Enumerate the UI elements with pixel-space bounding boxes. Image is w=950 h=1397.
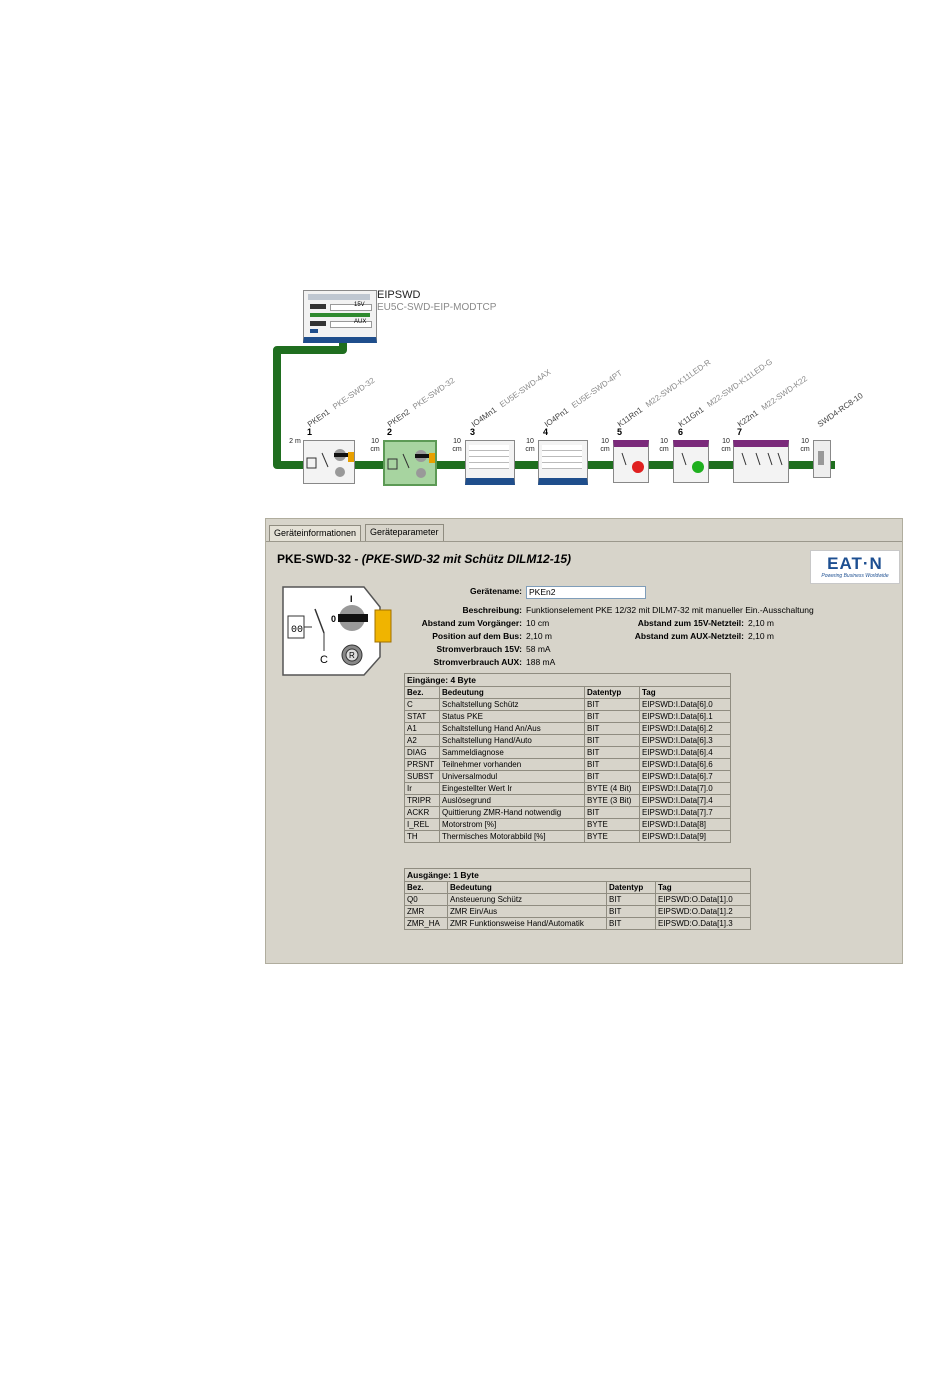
- description-value: Funktionselement PKE 12/32 mit DILM7-32 mit manueller Ein.-Ausschaltung: [526, 605, 814, 615]
- device-name-input[interactable]: [526, 586, 646, 599]
- device-label: PKEn2PKE-SWD-32: [385, 375, 457, 429]
- pke-symbol-icon: [304, 441, 354, 483]
- table-row[interactable]: [405, 699, 731, 711]
- distance-label: 10 cm: [800, 438, 810, 453]
- distance-15v-label: Abstand zum 15V-Netzteil:: [637, 618, 744, 628]
- tab-device-parameters[interactable]: Geräteparameter: [365, 524, 444, 541]
- table-cell: Ansteuerung Schütz: [448, 894, 607, 906]
- tab-divider: [266, 541, 902, 542]
- table-cell: STAT: [405, 711, 440, 723]
- table-cell: Universalmodul: [440, 771, 585, 783]
- inputs-table: [404, 673, 731, 843]
- distance-aux-label: Abstand zum AUX-Netzteil:: [634, 631, 744, 641]
- io-channels: [469, 445, 509, 469]
- distance-label: 2 m: [289, 438, 301, 445]
- led-green-icon: [674, 447, 708, 482]
- distance-label: 10 cm: [600, 438, 610, 453]
- table-cell: Teilnehmer vorhanden: [440, 759, 585, 771]
- table-cell: Thermisches Motorabbild [%]: [440, 831, 585, 843]
- device-name-label: Gerätename:: [470, 586, 522, 596]
- eaton-logo: [810, 550, 900, 584]
- column-header: Datentyp: [607, 882, 656, 894]
- table-cell: ACKR: [405, 807, 440, 819]
- column-header: Bez.: [405, 687, 440, 699]
- table-row[interactable]: [405, 711, 731, 723]
- distance-label: 10 cm: [370, 438, 380, 453]
- distance-label: 10 cm: [452, 438, 462, 453]
- device-k11-green[interactable]: [673, 440, 709, 483]
- device-k22[interactable]: [733, 440, 789, 483]
- table-cell: EIPSWD:I.Data[6].2: [640, 723, 731, 735]
- gateway-aux-label: AUX: [354, 319, 367, 325]
- table-cell: EIPSWD:I.Data[6].6: [640, 759, 731, 771]
- table-cell: TH: [405, 831, 440, 843]
- contact-label: C: [320, 654, 328, 666]
- table-cell: EIPSWD:I.Data[7].0: [640, 783, 731, 795]
- table-header-row: [405, 882, 751, 894]
- table-cell: EIPSWD:O.Data[1].2: [656, 906, 751, 918]
- gateway-type: EU5C-SWD-EIP-MODTCP: [377, 302, 497, 313]
- column-header: Tag: [640, 687, 731, 699]
- device-label: IO4Pn1EU5E-SWD-4PT: [542, 368, 624, 429]
- gateway-module[interactable]: [303, 290, 377, 343]
- table-cell: Status PKE: [440, 711, 585, 723]
- table-cell: TRIPR: [405, 795, 440, 807]
- table-cell: EIPSWD:I.Data[9]: [640, 831, 731, 843]
- table-cell: I_REL: [405, 819, 440, 831]
- table-cell: BIT: [585, 807, 640, 819]
- gateway-15v-label: 15V: [354, 302, 365, 308]
- table-cell: BYTE (4 Bit): [585, 783, 640, 795]
- table-row[interactable]: [405, 831, 731, 843]
- description-label: Beschreibung:: [462, 605, 522, 615]
- device-number: 3: [470, 427, 476, 437]
- logo-text: EAT·N: [827, 554, 883, 573]
- power-aux-value: 188 mA: [526, 657, 556, 667]
- table-cell: Eingestellter Wert Ir: [440, 783, 585, 795]
- distance-label: 10 cm: [721, 438, 731, 453]
- table-cell: EIPSWD:I.Data[8]: [640, 819, 731, 831]
- table-row[interactable]: [405, 735, 731, 747]
- table-cell: EIPSWD:I.Data[7].4: [640, 795, 731, 807]
- distance-label: 10 cm: [525, 438, 535, 453]
- power-15v-value: 58 mA: [526, 644, 551, 654]
- device-label: K22n1M22-SWD-K22: [735, 374, 809, 429]
- table-row[interactable]: [405, 723, 731, 735]
- table-cell: Motorstrom [%]: [440, 819, 585, 831]
- power-aux-label: Stromverbrauch AUX:: [433, 657, 522, 667]
- device-number: 2: [387, 427, 393, 437]
- table-cell: DIAG: [405, 747, 440, 759]
- table-cell: A1: [405, 723, 440, 735]
- device-label: PKEn1PKE-SWD-32: [305, 375, 377, 429]
- device-parameter-panel: [265, 518, 903, 964]
- pke-symbol-icon: [385, 442, 435, 484]
- tab-device-info[interactable]: Geräteinformationen: [269, 525, 361, 541]
- inputs-caption: Eingänge: 4 Byte: [404, 673, 731, 686]
- table-cell: EIPSWD:O.Data[1].3: [656, 918, 751, 930]
- switch-contacts-icon: [734, 447, 788, 482]
- table-cell: BIT: [585, 711, 640, 723]
- table-row[interactable]: [405, 759, 731, 771]
- table-cell: SUBST: [405, 771, 440, 783]
- table-cell: BIT: [607, 906, 656, 918]
- table-row[interactable]: [405, 783, 731, 795]
- table-row[interactable]: [405, 807, 731, 819]
- column-header: Datentyp: [585, 687, 640, 699]
- device-pke-large-icon: [282, 585, 392, 677]
- table-cell: PRSNT: [405, 759, 440, 771]
- device-io-4ax[interactable]: [465, 440, 515, 485]
- table-cell: EIPSWD:I.Data[6].7: [640, 771, 731, 783]
- swd-topology: [265, 280, 905, 490]
- table-row[interactable]: [405, 894, 751, 906]
- table-cell: BIT: [585, 747, 640, 759]
- device-label: K11Gn1M22-SWD-K11LED-G: [676, 357, 775, 429]
- device-number: 1: [307, 427, 313, 437]
- table-cell: EIPSWD:I.Data[6].1: [640, 711, 731, 723]
- power-15v-label: Stromverbrauch 15V:: [436, 644, 522, 654]
- table-row[interactable]: [405, 918, 751, 930]
- table-cell: BYTE: [585, 831, 640, 843]
- distance-prev-label: Abstand zum Vorgänger:: [421, 618, 522, 628]
- position-one-label: I: [350, 594, 353, 604]
- table-cell: EIPSWD:O.Data[1].0: [656, 894, 751, 906]
- table-cell: BIT: [607, 894, 656, 906]
- distance-prev-value: 10 cm: [526, 618, 550, 628]
- table-cell: EIPSWD:I.Data[6].0: [640, 699, 731, 711]
- table-row[interactable]: [405, 771, 731, 783]
- io-channels: [542, 445, 582, 469]
- led-red-icon: [614, 447, 648, 482]
- table-header-row: [405, 687, 731, 699]
- device-pke-1[interactable]: [303, 440, 355, 484]
- table-cell: Schaltstellung Hand/Auto: [440, 735, 585, 747]
- table-cell: BYTE: [585, 819, 640, 831]
- table-cell: BIT: [585, 771, 640, 783]
- table-cell: Auslösegrund: [440, 795, 585, 807]
- table-cell: Quittierung ZMR-Hand notwendig: [440, 807, 585, 819]
- table-cell: BIT: [585, 723, 640, 735]
- column-header: Bez.: [405, 882, 448, 894]
- column-header: Tag: [656, 882, 751, 894]
- device-number: 6: [678, 427, 684, 437]
- bus-position-value: 2,10 m: [526, 631, 552, 641]
- table-cell: ZMR_HA: [405, 918, 448, 930]
- page-title: PKE-SWD-32 - (PKE-SWD-32 mit Schütz DILM12-15): [277, 552, 572, 566]
- table-cell: ZMR Ein/Aus: [448, 906, 607, 918]
- table-row[interactable]: [405, 795, 731, 807]
- table-cell: EIPSWD:I.Data[6].4: [640, 747, 731, 759]
- table-cell: Q0: [405, 894, 448, 906]
- bus-position-label: Position auf dem Bus:: [432, 631, 522, 641]
- distance-15v-value: 2,10 m: [748, 618, 774, 628]
- table-cell: Ir: [405, 783, 440, 795]
- column-header: Bedeutung: [448, 882, 607, 894]
- device-number: 4: [543, 427, 549, 437]
- table-cell: EIPSWD:I.Data[6].3: [640, 735, 731, 747]
- aux-contact-label: 00: [291, 625, 304, 636]
- table-cell: ZMR: [405, 906, 448, 918]
- device-terminator[interactable]: [813, 440, 831, 478]
- table-row[interactable]: [405, 819, 731, 831]
- logo-tagline: Powering Business Worldwide: [821, 573, 889, 579]
- table-cell: BIT: [585, 735, 640, 747]
- device-k11-red[interactable]: [613, 440, 649, 483]
- table-cell: BIT: [607, 918, 656, 930]
- position-zero-label: 0: [331, 614, 337, 624]
- table-cell: ZMR Funktionsweise Hand/Automatik: [448, 918, 607, 930]
- table-cell: C: [405, 699, 440, 711]
- column-header: Bedeutung: [440, 687, 585, 699]
- table-cell: BIT: [585, 759, 640, 771]
- table-cell: A2: [405, 735, 440, 747]
- distance-label: 10 cm: [659, 438, 669, 453]
- table-row[interactable]: [405, 906, 751, 918]
- reset-label: R: [349, 651, 355, 660]
- device-pke-2-selected[interactable]: [383, 440, 437, 486]
- distance-aux-value: 2,10 m: [748, 631, 774, 641]
- table-cell: Schaltstellung Schütz: [440, 699, 585, 711]
- device-number: 5: [617, 427, 623, 437]
- table-cell: EIPSWD:I.Data[7].7: [640, 807, 731, 819]
- table-cell: BYTE (3 Bit): [585, 795, 640, 807]
- table-cell: BIT: [585, 699, 640, 711]
- table-cell: Schaltstellung Hand An/Aus: [440, 723, 585, 735]
- device-io-4pt[interactable]: [538, 440, 588, 485]
- device-number: 7: [737, 427, 743, 437]
- device-label: K11Rn1M22-SWD-K11LED-R: [615, 357, 713, 429]
- outputs-caption: Ausgänge: 1 Byte: [404, 868, 751, 881]
- device-label: IO4Mn1EU5E-SWD-4AX: [469, 367, 553, 429]
- device-label: SWD4-RC8-10: [815, 391, 865, 429]
- table-cell: Sammeldiagnose: [440, 747, 585, 759]
- gateway-name: EIPSWD: [377, 289, 421, 301]
- table-row[interactable]: [405, 747, 731, 759]
- outputs-table: [404, 868, 751, 930]
